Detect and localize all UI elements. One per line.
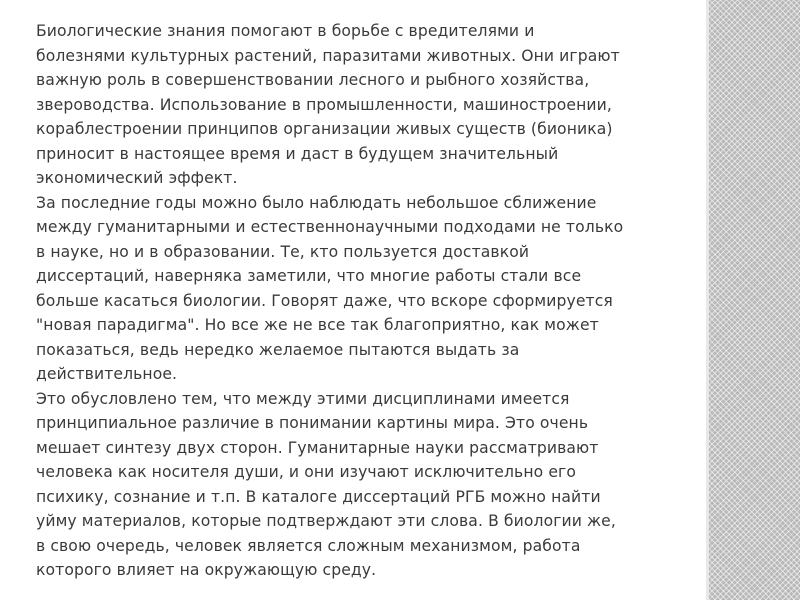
paragraph-1: Биологические знания помогают в борьбе с вредителями и болезнями культурных растений, паразитами животных. Они играют важную роль в совершенствовании лесного и рыбного хозяйства, звероводства. Использование в промышленности, машиностроении, кораблестроении принципов организации живых существ (бионика) приносит в настоящее время и даст в будущем значительный экономический эффект. <box>36 22 620 187</box>
decorative-side-band <box>709 0 800 600</box>
paragraph-3: Это обусловлено тем, что между этими дисциплинами имеется принципиальное различие в понимании картины мира. Это очень мешает синтезу двух сторон. Гуманитарные науки рассматривают человека как носителя души, и они изучают исключительно его психику, сознание и т.п. В каталоге диссертаций РГБ можно найти уйму материалов, которые подтверждают эти слова. В биологии же, в свою очередь, человек является сложным механизмом, работа которого влияет на окружающую среду. <box>36 389 616 579</box>
paragraph-2: За последние годы можно было наблюдать небольшое сближение между гуманитарными и естественнонаучными подходами не только в науке, но и в образовании. Те, кто пользуется доставкой диссертаций, наверняка заметили, что многие работы стали все больше касаться биологии. Говорят даже, что вскоре сформируется "новая парадигма". Но все же не все так благоприятно, как может показаться, ведь нередко желаемое пытаются выдать за действительное. <box>36 193 624 383</box>
slide-text-block <box>36 19 696 583</box>
